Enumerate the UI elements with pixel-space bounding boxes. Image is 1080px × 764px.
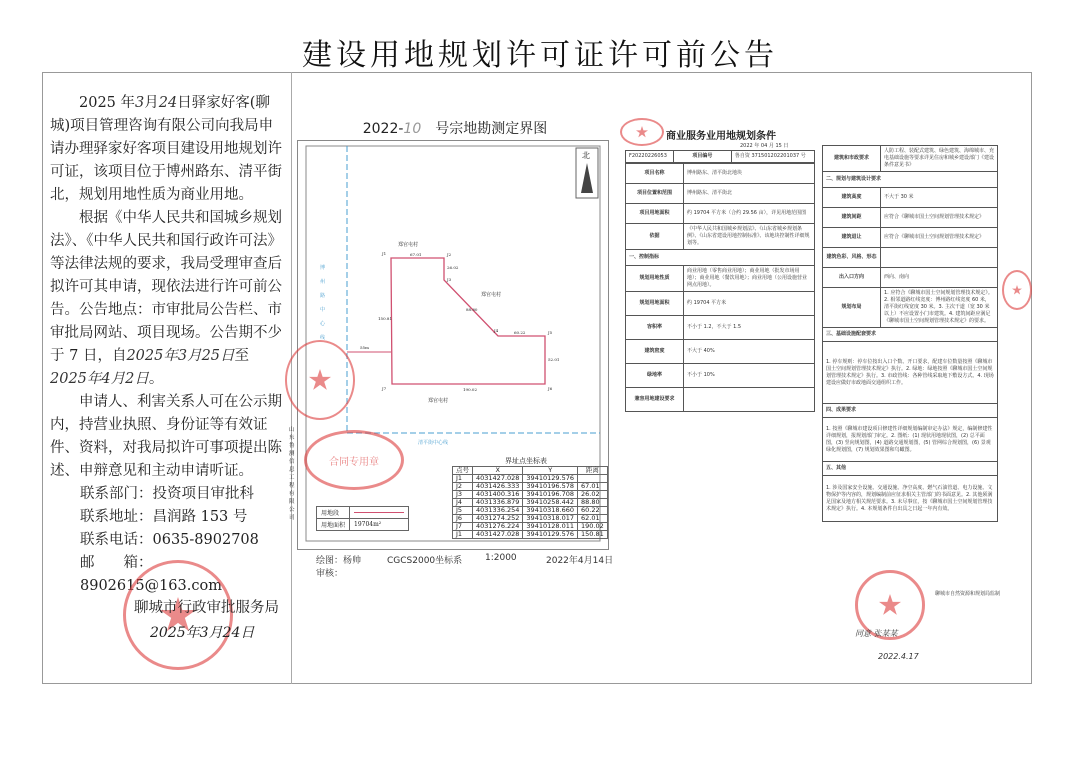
survey-company: 山东鲁测信息工程有限公司 (289, 427, 295, 521)
map-date: 2022年4月14日 (546, 556, 614, 566)
condition-label: 项目用地面积 (626, 204, 684, 224)
condition-value: 约 19704 平方米（合约 29.56 亩），详见用地范围图 (684, 204, 815, 224)
condition-label: 建筑退让 (823, 228, 881, 248)
condition-row (626, 224, 815, 250)
condition-label: 项目名称 (626, 164, 684, 184)
condition-label: 建筑和市政要求 (823, 146, 881, 172)
condition-value: 商业用地（零售商业用地）；商业用地（批发市场用地）；商业用地（餐饮用地）；商业用地（公用设施营业网点用地）。 (684, 266, 815, 292)
condition-label: 依据 (626, 224, 684, 250)
seal-star-icon (1012, 285, 1022, 295)
coordinate-cell: 4031427.028 (473, 531, 523, 539)
notice-paragraph-1: 2025 年3月24日驿家好客(聊城)项目管理咨询有限公司向我局申请办理驿家好客项目建设用地规划许可证，该项目位于博州路东、清平街北，规划用地性质为商业用地。 (50, 95, 282, 203)
condition-row (626, 184, 815, 204)
coordinate-cell: 62.01 (577, 515, 607, 523)
condition-row (626, 316, 815, 340)
contract-seal: 合同专用章 (304, 430, 404, 490)
drawer: 绘图：杨帅 (316, 556, 362, 566)
project-no-label: 项目编号 (673, 151, 731, 163)
map-legend (316, 506, 409, 531)
conditions-date: 2022 年 04 月 15 日 (740, 143, 789, 149)
edge-label: 67.01 (410, 252, 422, 257)
section-section5: 五、其他 (823, 462, 998, 476)
legend-area-label: 用地面积 (317, 519, 350, 531)
condition-row (823, 188, 998, 208)
coordinate-cell: 39410318.660 (523, 507, 578, 515)
coordinate-cell: 150.81 (577, 531, 607, 539)
contact-email: 邮 箱：8902615@163.com (80, 555, 222, 594)
coordinate-cell: 39410318.017 (523, 515, 578, 523)
condition-label: 规划布局 (823, 288, 881, 328)
condition-row (626, 266, 815, 292)
edge-label: 52.01 (548, 357, 560, 362)
condition-row (626, 388, 815, 412)
village-label: 郑官屯村 (481, 292, 502, 298)
coordinate-cell: 39410196.578 (523, 483, 578, 491)
issuer: 聊城市自然资源和规划局监制 (935, 591, 1001, 597)
project-number: 鲁自资 371501202201037 号 (731, 151, 814, 163)
south-road-label: 清平街中心线 (418, 440, 449, 446)
coordinate-cell: 4031336.254 (473, 507, 523, 515)
reviewer: 审核： (316, 569, 344, 579)
coordinate-cell: 4031274.252 (473, 515, 523, 523)
condition-value: 不大于 40% (684, 340, 815, 364)
page-title: 建设用地规划许可证许可前公告 (302, 38, 778, 73)
condition-row (823, 228, 998, 248)
point-label: J1 (382, 251, 387, 256)
coordinate-cell: J1 (453, 531, 473, 539)
condition-label: 规划用地性质 (626, 266, 684, 292)
coordinate-cell: 4031276.224 (473, 523, 523, 531)
notice-paragraph-3: 申请人、利害关系人可在公示期内，持营业执照、身份证等有效证件、资料，对我局拟许可事项提出陈述、申辩意见和主动申请听证。 (50, 394, 282, 479)
condition-label: 出入口方向 (823, 268, 881, 288)
condition-row (626, 340, 815, 364)
edge-label: 190.02 (463, 387, 477, 392)
condition-row (626, 204, 815, 224)
condition-label: 建筑间距 (823, 208, 881, 228)
condition-label: 规划用地面积 (626, 292, 684, 316)
road-distance-label: 55m (360, 345, 369, 350)
map-scale: 1:2000 (485, 553, 517, 563)
condition-value: 博州路东、清平街北 (684, 184, 815, 204)
condition-row (626, 292, 815, 316)
condition-value: 《中华人民共和国城乡规划法》、《山东省城乡规划条例》、《山东省建设用地控制标准》、该地块控制性详细规划等。 (684, 224, 815, 250)
coordinate-system: CGCS2000坐标系 (387, 556, 463, 566)
village-label: 郑官屯村 (398, 242, 419, 248)
condition-row (823, 268, 998, 288)
point-label: J3 (447, 277, 452, 282)
parcel-boundary (391, 258, 545, 384)
point-label: J6 (548, 386, 553, 391)
condition-label: 建筑密度 (626, 340, 684, 364)
edge-label: 60.22 (514, 330, 526, 335)
point-label: J7 (382, 386, 387, 391)
coord-table-title: 界址点坐标表 (505, 457, 547, 465)
conditions-left-table (625, 150, 815, 412)
seal-star-icon (309, 369, 331, 391)
doc-number: F20220226053 (626, 151, 674, 163)
condition-value: 1. 应符合《聊城市国土空间规划管理技术规定》。2. 相邻道路红线宽度：博州路红线宽度 60 米，清平街红线宽度 30 米。3. 主次干道（宽 30 米以上）不应设置小门市建筑。4. 建筑间距应满足《聊城市国土空间规划管理技术规定》的要求。 (881, 288, 998, 328)
coordinate-cell: 190.02 (577, 523, 607, 531)
seal-star-icon (879, 594, 901, 616)
section-other: 1. 涉及国家安全设施、交通设施、净空高度、燃气石油管道、电力设施、文物保护等内容的，规划编制前应征求相关主管部门的书面意见。2. 其他须满足国家及地方相关规范要求。3. 未尽事宜，按《聊城市国土空间规划管理技术规定》执行。4. 本规划条件自出具之日起一年内有效。 (823, 476, 998, 522)
condition-value: 应符合《聊城市国土空间规划管理技术规定》 (881, 228, 998, 248)
section-section1: 一、控制指标 (626, 250, 815, 266)
condition-value: 约 19704 平方米 (684, 292, 815, 316)
north-arrow-icon (581, 163, 593, 193)
section-section2: 二、规划与建筑设计要求 (823, 172, 998, 188)
condition-value (684, 388, 815, 412)
coordinate-cell: J3 (453, 491, 473, 499)
coordinate-cell: J4 (453, 499, 473, 507)
section-infra: 1. 停车规则：停车位按出入口个数、开口要求，配建车位数量按照《聊城市国土空间规划管理技术规定》执行。2. 绿地：绿地按照《聊城市国土空间规划管理技术规定》执行。3. 市政管线：各种管线采取地下敷设方式。4. 现场建设应做好市政地面交通组织工作。 (823, 342, 998, 404)
condition-label: 建筑色彩、风格、形态 (823, 248, 881, 268)
condition-row (823, 208, 998, 228)
approval-date: 2022.4.17 (878, 652, 919, 661)
approval-signature: 同意 张某某 (855, 629, 898, 638)
edge-label: 88.80 (466, 307, 478, 312)
coordinate-cell: 60.22 (577, 507, 607, 515)
section-section3: 三、基础设施配套要求 (823, 328, 998, 342)
coordinate-cell: J2 (453, 483, 473, 491)
contact-dept: 联系部门：投资项目审批科 (80, 486, 254, 502)
coordinate-cell: J5 (453, 507, 473, 515)
village-label: 郑官屯村 (428, 398, 449, 404)
edge-label: 150.81 (378, 316, 392, 321)
coordinate-row (453, 531, 608, 539)
coordinate-cell: 26.02 (577, 491, 607, 499)
coordinate-cell: J7 (453, 523, 473, 531)
legend-area-value: 19704m² (350, 519, 409, 531)
condition-row (823, 248, 998, 268)
condition-label: 容积率 (626, 316, 684, 340)
bureau-seal (620, 118, 664, 146)
coordinate-cell: 39410129.576 (523, 475, 578, 483)
conditions-right-table (822, 145, 998, 522)
point-label: J2 (447, 252, 452, 257)
condition-row (626, 364, 815, 388)
legend-boundary-line (350, 507, 409, 519)
condition-value: 不小于 10% (684, 364, 815, 388)
condition-label: 建筑高度 (823, 188, 881, 208)
condition-label: 绿地率 (626, 364, 684, 388)
coordinate-cell: 67.01 (577, 483, 607, 491)
condition-value: 应符合《聊城市国土空间规划管理技术规定》 (881, 208, 998, 228)
coordinate-cell: 4031336.879 (473, 499, 523, 507)
condition-value: 不大于 30 米 (881, 188, 998, 208)
map-title: 2022-10 号宗地勘测定界图 (362, 121, 548, 137)
coordinate-table: 点号 X Y 距离 J1 4031427.028 39410129.576 J2 4031426.333 39410196.578 67.01 J3 4031400.316 39410196.708 26.02 J4 4031336.879 39410258.442 88.80 J5 4031336.254 39410318.660 60.22 J6 4031274.252 39410318.017 62.01 J7 4031276.224 39410128.011 190.02 J1 4031427.028 39410129.576 150.81 (452, 466, 608, 539)
notice-paragraph-2: 根据《中华人民共和国城乡规划法》、《中华人民共和国行政许可法》等法律法规的要求，我局受理审查后拟许可其申请，现依法进行许可前公告。公告地点：市审批局公告栏、市审批局网站、项目现场。公告期不少于 7 日，自2025年3月25日至2025年4月2日。 (50, 210, 282, 387)
section-results: 1. 按照《聊城市建设项目修建性详细规划编制审定办法》规定，编制修建性详细规划，报规划部门审定。2. 图纸：(1) 现状用地现状图，(2) 总平面图，(3) 竖向规划图，(4) 道路交通规划图，(5) 管网综合规划图，(6) 景观绿化规划图，(7) 规划效果图和鸟瞰图。 (823, 418, 998, 462)
section-section4: 四、成果要求 (823, 404, 998, 418)
condition-value: 博州路东、清平街北地块 (684, 164, 815, 184)
company-seal (285, 340, 355, 420)
coordinate-cell: 88.80 (577, 499, 607, 507)
seal-star-icon (636, 126, 648, 138)
coordinate-cell: J6 (453, 515, 473, 523)
point-label: J4 (494, 328, 499, 333)
point-label: J5 (548, 330, 553, 335)
condition-row (626, 164, 815, 184)
signer: 聊城市行政审批服务局 (134, 600, 279, 616)
contact-phone: 联系电话：0635-8902708 (80, 532, 259, 548)
coordinate-cell: 4031427.028 (473, 475, 523, 483)
condition-value: 西向、南向 (881, 268, 998, 288)
coordinate-cell: J1 (453, 475, 473, 483)
sign-date: 2025年3月24日 (150, 625, 255, 641)
condition-label: 兼容用地建设要求 (626, 388, 684, 412)
condition-label: 项目位置和范围 (626, 184, 684, 204)
condition-value (881, 248, 998, 268)
condition-value: 人防工程、装配式建筑、绿色建筑、海绵城市、充电基础设施等要求详见住房和城乡建设部门《建设条件意见书》 (881, 146, 998, 172)
coordinate-cell: 4031400.316 (473, 491, 523, 499)
contact-address: 联系地址：昌润路 153 号 (80, 509, 248, 525)
coordinate-cell: 39410196.708 (523, 491, 578, 499)
conditions-title: 商业服务业用地规划条件 (666, 131, 776, 142)
coordinate-cell: 39410128.011 (523, 523, 578, 531)
coordinate-cell: 4031426.333 (473, 483, 523, 491)
coordinate-cell: 39410258.442 (523, 499, 578, 507)
condition-row (823, 288, 998, 328)
legend-boundary-label: 用地段 (317, 507, 350, 519)
condition-value: 不小于 1.2，不大于 1.5 (684, 316, 815, 340)
edge-label: 26.02 (447, 265, 459, 270)
north-label: 北 (582, 151, 590, 160)
condition-row (823, 146, 998, 172)
west-road-label: 博州路中心线 (320, 265, 326, 341)
edge-seal (1002, 270, 1032, 310)
coordinate-cell: 39410129.576 (523, 531, 578, 539)
